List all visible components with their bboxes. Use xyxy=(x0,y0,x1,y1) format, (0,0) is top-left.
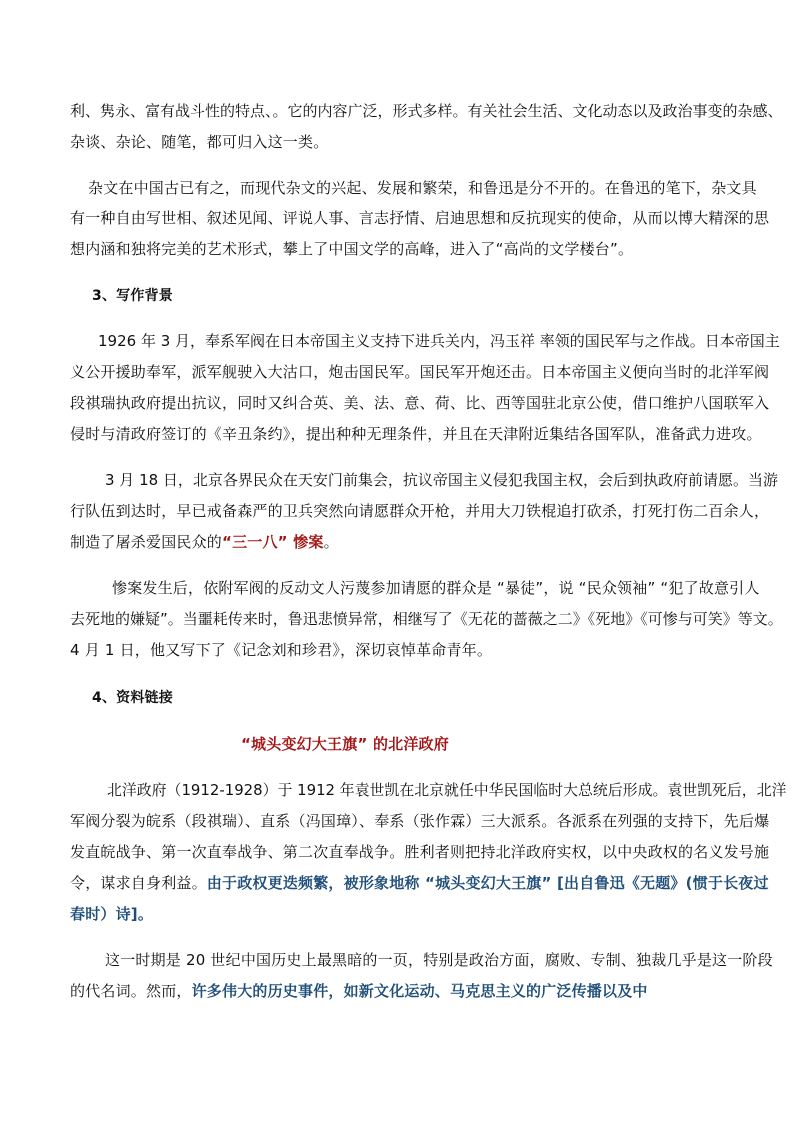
paragraph-line: 利、隽永、富有战斗性的特点、。它的内容广泛，形式多样。有关社会生活、文化动态以及政治事变的杂感、 xyxy=(70,102,783,120)
paragraph-line: 发直皖战争、第一次直奉战争、第二次直奉战争。胜利者则把持北洋政府实权，以中央政权的名义发号施 xyxy=(70,843,770,861)
emphasized-text: 许多伟大的历史事件，如新文化运动、马克思主义的广泛传播以及中 xyxy=(191,982,648,1000)
paragraph-line: 杂谈、杂论、随笔，都可归入这一类。 xyxy=(70,133,329,151)
paragraph-line: 侵时与清政府签订的《辛丑条约》，提出种种无理条件，并且在天津附近集结各国军队，准备武力进攻。 xyxy=(70,425,762,443)
paragraph-line: 惨案发生后，依附军阀的反动文人污蔑参加请愿的群众是 “暴徒”，说 “民众领袖” “犯了故意引人 xyxy=(112,579,760,597)
paragraph-line: 义公开援助奉军，派军舰驶入大沽口，炮击国民军。国民军开炮还击。日本帝国主义便向当时的北洋军阀 xyxy=(70,363,770,381)
paragraph-line: 1926 年 3 月，奉系军阀在日本帝国主义支持下进兵关内，冯玉祥 率领的国民军与之作战。日本帝国主 xyxy=(98,332,780,350)
paragraph-line: 4 月 1 日，他又写下了《记念刘和珍君》，深切哀悼革命青年。 xyxy=(70,641,493,659)
paragraph-line: 去死地的嫌疑”。当噩耗传来时，鲁迅悲愤异常，相继写了《无花的蔷薇之二》《死地》《可惨与可笑》等文。 xyxy=(70,610,783,628)
paragraph-line: 军阀分裂为皖系（段祺瑞）、直系（冯国璋）、奉系（张作霖）三大派系。各派系在列强的支持下，先后爆 xyxy=(70,812,770,830)
paragraph-line: 杂文在中国古已有之，而现代杂文的兴起、发展和繁荣，和鲁迅是分不开的。在鲁迅的笔下，杂文具 xyxy=(88,179,757,197)
paragraph-line xyxy=(70,981,648,1001)
paragraph-line: 北洋政府（1912-1928）于 1912 年袁世凯在北京就任中华民国临时大总统后形成。袁世凯死后，北洋 xyxy=(107,781,787,799)
plain-text: 的代名词。然而， xyxy=(70,982,192,1000)
highlighted-term: “三一八” 惨案 xyxy=(222,533,324,551)
paragraph-line: 段祺瑞执政府提出抗议，同时又纠合英、美、法、意、荷、比、西等国驻北京公使，借口维护八国联军入 xyxy=(70,394,770,412)
paragraph-line xyxy=(70,873,769,893)
emphasized-text: 由于政权更迭频繁，被形象地称 “城头变幻大王旗” [出自鲁迅《无题》(惯于长夜过 xyxy=(206,874,769,892)
section-heading: 4、资料链接 xyxy=(92,690,173,706)
paragraph-line: 这一时期是 20 世纪中国历史上最黑暗的一页，特别是政治方面，腐败、专制、独裁几乎是这一阶段 xyxy=(105,951,773,969)
plain-text: 制造了屠杀爱国民众的 xyxy=(70,533,223,551)
paragraph-line xyxy=(70,532,339,552)
emphasized-text: 春时）诗]。 xyxy=(70,905,154,923)
section-subtitle: “城头变幻大王旗” 的北洋政府 xyxy=(241,735,449,753)
section-heading: 3、写作背景 xyxy=(92,288,173,304)
plain-text: 令，谋求自身利益。 xyxy=(70,874,207,892)
paragraph-line: 3 月 18 日，北京各界民众在天安门前集会，抗议帝国主义侵犯我国主权，会后到执政府前请愿。当游 xyxy=(105,471,778,489)
paragraph-line: 有一种自由写世相、叙述见闻、评说人事、言志抒情、启迪思想和反抗现实的使命，从而以博大精深的思 xyxy=(70,209,770,227)
plain-text: 。 xyxy=(323,533,339,551)
paragraph-line: 行队伍到达时，早已戒备森严的卫兵突然向请愿群众开枪，并用大刀铁棍追打砍杀，打死打伤二百余人， xyxy=(70,502,770,520)
paragraph-line: 想内涵和独将完美的艺术形式，攀上了中国文学的高峰，进入了“高尚的文学楼台”。 xyxy=(70,240,634,258)
